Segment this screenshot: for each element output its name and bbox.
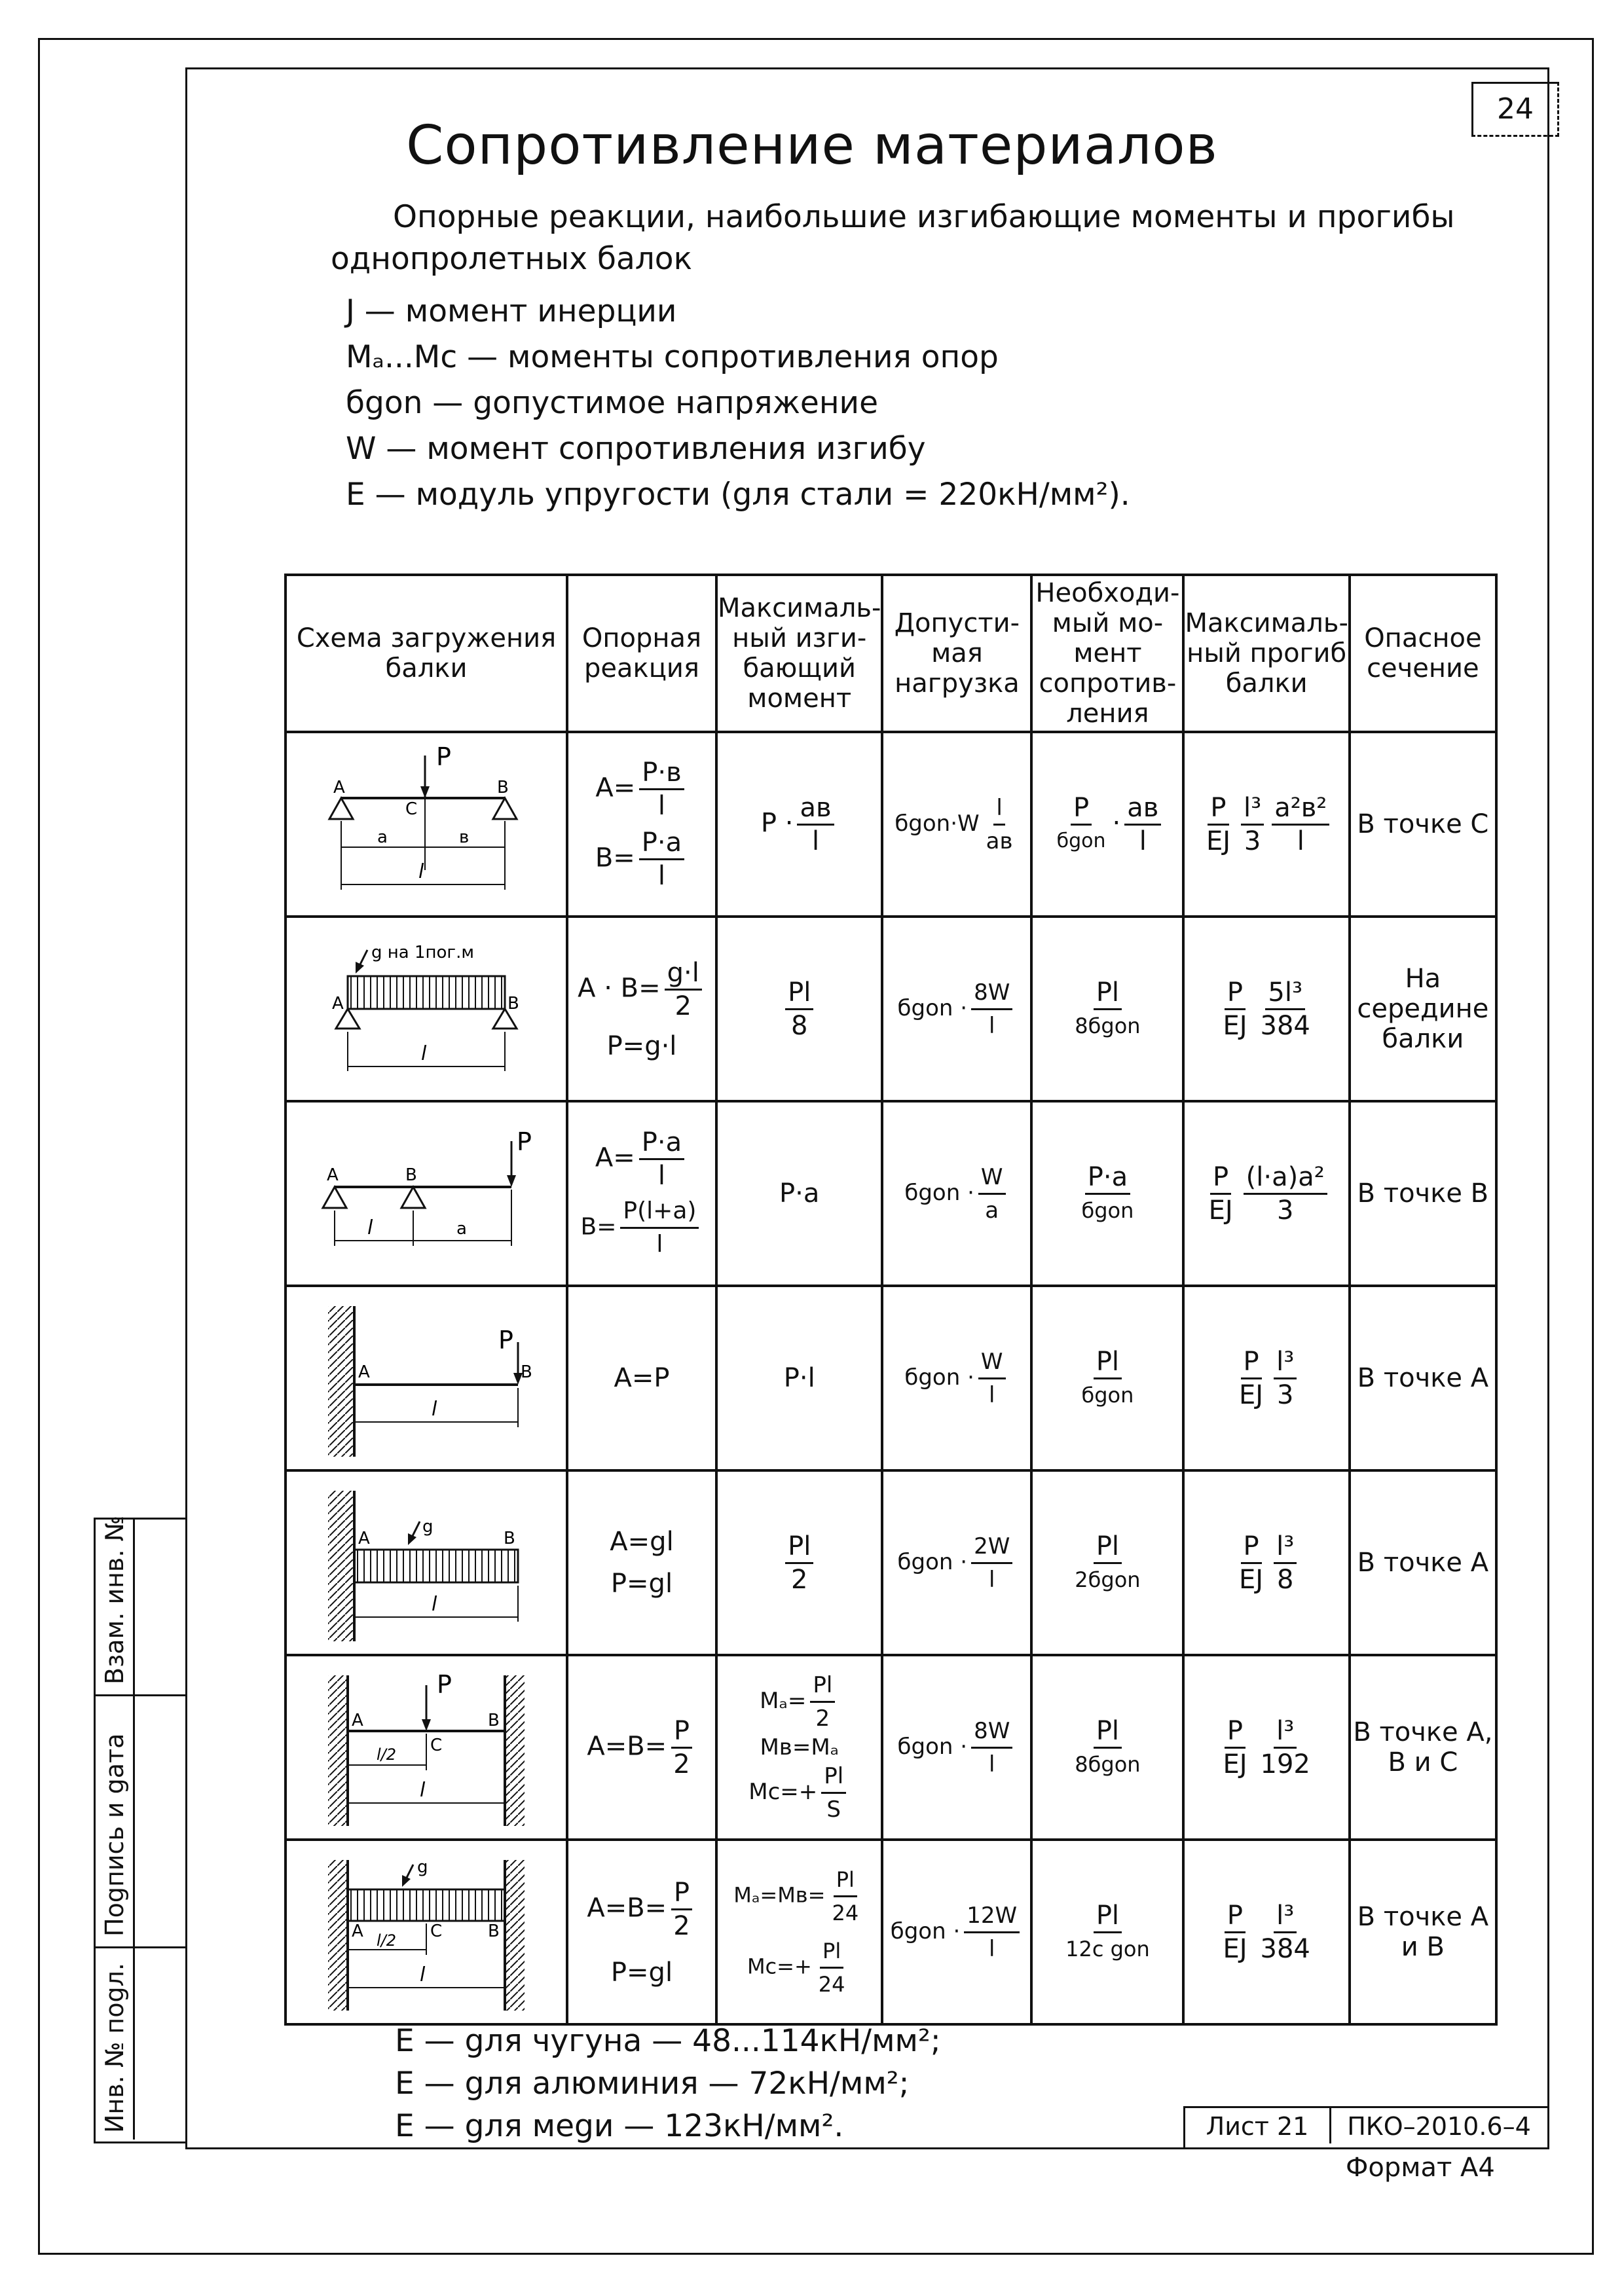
reaction-a-numerator: P·в [639, 757, 684, 790]
deflection-numerator-2: l³ [1274, 1900, 1297, 1933]
reaction-denominator: 2 [673, 1910, 690, 1941]
deflection-denominator-2: 3 [1276, 1379, 1294, 1410]
deflection-numerator-2: l³ [1274, 1531, 1297, 1564]
section-cell: В точке A [1350, 1470, 1496, 1655]
deflection-numerator-2: l³ [1274, 1715, 1297, 1749]
section-cell: На середине балки [1350, 917, 1496, 1101]
format-label: Формат А4 [1346, 2153, 1495, 2183]
required-dot: · [1112, 808, 1121, 838]
label-end-b: B [521, 1362, 532, 1382]
load-denominator: l [988, 1566, 995, 1593]
reaction-label: A · B= [578, 973, 661, 1003]
moment-c-denominator: S [826, 1796, 841, 1823]
header-deflection: Максималь-ный прогиб балки [1183, 575, 1349, 732]
deflection-cell [1183, 1101, 1349, 1286]
label-span: l [420, 1779, 426, 1802]
load-numerator: 8W [971, 1715, 1012, 1749]
side-stamp [94, 1515, 185, 2140]
deflection-numerator-2: 5l³ [1265, 977, 1305, 1010]
load-denominator: l [988, 1751, 995, 1777]
label-b: в [459, 828, 470, 847]
footnote-copper: E — gля меgи — 123кН/мм². [395, 2108, 844, 2144]
reaction-numerator: P [671, 1715, 692, 1749]
moment-cell: P·a [716, 1101, 882, 1286]
label-support-a: A [358, 1362, 370, 1382]
moment-numerator: Pl [785, 1531, 813, 1564]
stamp-original-inv: Инв. № поgл. [100, 1962, 129, 2133]
reaction-cell [567, 1101, 716, 1286]
reaction-a-denominator: l [657, 791, 665, 821]
reaction-denominator: 2 [673, 1749, 690, 1779]
moment-denominator: 2 [790, 1564, 808, 1595]
load-cell [882, 917, 1031, 1101]
beam-scheme-1 [286, 732, 567, 917]
deflection-cell [1183, 917, 1349, 1101]
reaction-a-denominator: l [657, 1161, 665, 1191]
reaction-a-label: A= [595, 1142, 635, 1173]
required-modulus-cell [1031, 1655, 1183, 1840]
load-numerator: W [978, 1346, 1006, 1379]
label-span: l [418, 860, 424, 883]
deflection-numerator-2: l³ [1274, 1346, 1297, 1379]
section-cell: В точке A, B и C [1350, 1655, 1496, 1840]
moment-c-numerator: Pl [820, 1935, 843, 1969]
legend-item: Mₐ...Mc — моменты сопротивления опор [346, 339, 999, 375]
label-overhang: a [456, 1219, 467, 1239]
load-denominator: l [988, 1935, 995, 1962]
table-row [286, 1655, 1496, 1840]
load-cell [882, 1101, 1031, 1286]
moment-ab-numerator: Pl [834, 1864, 857, 1897]
load-denominator: l [988, 1381, 995, 1408]
deflection-denominator-2: 3 [1244, 826, 1261, 856]
load-denominator: l [988, 1012, 995, 1039]
moment-cell [716, 1840, 882, 2024]
label-load: P [436, 742, 451, 771]
deflection-denominator-2: 192 [1260, 1749, 1310, 1779]
required-numerator-1: P [1071, 792, 1092, 826]
load-prefix: бgon · [897, 1548, 968, 1575]
deflection-denominator-2: 8 [1276, 1564, 1294, 1595]
required-modulus-cell [1031, 1840, 1183, 2024]
label-a: a [377, 828, 388, 847]
required-denominator: бgon [1081, 1197, 1134, 1223]
deflection-cell [1183, 732, 1349, 917]
label-load: P [437, 1670, 452, 1699]
required-denominator-1: бgon [1056, 829, 1106, 852]
label-support-b: B [488, 1922, 500, 1941]
load-denominator: a [985, 1197, 999, 1224]
reaction-b-numerator: P(l+a) [620, 1195, 699, 1229]
footnote-aluminium: E — gля алюминия — 72кН/мм²; [395, 2066, 910, 2102]
reaction-denominator: 2 [674, 991, 692, 1021]
legend-item: J — момент инерции [346, 293, 677, 329]
moment-cell [716, 732, 882, 917]
section-cell: В точке C [1350, 732, 1496, 917]
page-number: 24 [1471, 82, 1559, 137]
required-numerator: Pl [1094, 1715, 1122, 1749]
table-row [286, 732, 1496, 917]
deflection-denominator-1: EJ [1208, 1195, 1233, 1226]
title-block [1183, 2106, 1549, 2149]
reaction-cell [567, 917, 716, 1101]
beam-scheme-3 [286, 1101, 567, 1286]
beam-diagram [322, 1850, 531, 2014]
required-numerator: P·a [1085, 1161, 1130, 1195]
stamp-signature-date: Поgпись и gата [100, 1733, 129, 1937]
label-load: P [517, 1127, 532, 1156]
moment-c-denominator: 24 [818, 1972, 845, 1997]
load-cell [882, 1840, 1031, 2024]
required-denominator: 12c gon [1065, 1936, 1150, 1961]
table-row [286, 1286, 1496, 1470]
reaction-b-denominator: l [657, 861, 666, 891]
beam-diagram [328, 930, 525, 1087]
reaction-label: A=B= [587, 1893, 667, 1923]
required-denominator: 8бgon [1075, 1751, 1141, 1777]
deflection-numerator-1: P [1241, 1531, 1262, 1564]
beam-diagram [322, 1481, 531, 1645]
reaction-cell [567, 1840, 716, 2024]
required-denominator: бgon [1081, 1382, 1134, 1408]
reaction-a-label: A= [595, 773, 636, 803]
beam-scheme-7 [286, 1840, 567, 2024]
label-point-c: C [430, 1736, 443, 1755]
reaction-cell [567, 1470, 716, 1655]
header-section: Опасное сечение [1350, 575, 1496, 732]
deflection-denominator-1: EJ [1239, 1564, 1264, 1595]
deflection-numerator-2: (l·a)a² [1244, 1161, 1327, 1195]
moment-a-label: Mₐ= [760, 1688, 807, 1714]
reaction-numerator: g·l [665, 957, 702, 991]
reaction-cell [567, 732, 716, 917]
label-span: l [421, 1042, 427, 1065]
label-point-c: C [405, 799, 418, 819]
required-modulus-cell [1031, 1470, 1183, 1655]
deflection-numerator-1: P [1210, 1161, 1231, 1195]
stamp-replace-inv: Взам. инв. № [100, 1515, 129, 1685]
reaction-cell [567, 1655, 716, 1840]
moment-a-numerator: Pl [810, 1669, 835, 1703]
moment-a-denominator: 2 [815, 1705, 830, 1732]
beam-diagram [322, 1296, 531, 1460]
load-numerator: 12W [964, 1900, 1020, 1933]
load-denominator: aв [986, 828, 1013, 854]
reaction-label: A=B= [587, 1731, 667, 1761]
load-numerator: 2W [971, 1531, 1012, 1564]
moment-prefix: P · [760, 808, 794, 838]
table-row [286, 917, 1496, 1101]
load-cell [882, 732, 1031, 917]
required-numerator: Pl [1094, 1346, 1122, 1379]
deflection-numerator-2: l³ [1241, 792, 1264, 826]
legend-item: бgon — gопустимое напряжение [346, 385, 879, 421]
label-load: P [498, 1326, 513, 1355]
label-support-a: A [352, 1711, 363, 1730]
deflection-numerator-3: a²в² [1272, 792, 1329, 826]
moment-denominator: l [811, 826, 820, 856]
label-span: l [420, 1963, 426, 1986]
required-modulus-cell [1031, 1286, 1183, 1470]
load-numerator: 8W [971, 977, 1012, 1010]
label-end-b: B [504, 1529, 515, 1548]
load-prefix: бgon · [904, 1364, 974, 1391]
required-numerator-2: aв [1124, 792, 1161, 826]
deflection-cell [1183, 1470, 1349, 1655]
reaction-a-numerator: P·a [639, 1127, 684, 1160]
required-denominator: 8бgon [1075, 1013, 1141, 1038]
label-point-c: C [430, 1922, 443, 1941]
label-support-a: A [352, 1922, 363, 1941]
header-load: Допусти-мая нагрузка [882, 575, 1031, 732]
section-cell: В точке A [1350, 1286, 1496, 1470]
beam-diagram [322, 1666, 531, 1829]
beam-scheme-4 [286, 1286, 567, 1470]
header-reaction: Опорная реакция [567, 575, 716, 732]
moment-c-label: Mc=+ [747, 1954, 812, 1979]
legend-item: E — модуль упругости (gля стали = 220кН/мм²). [346, 477, 1130, 513]
deflection-denominator-1: EJ [1239, 1379, 1264, 1410]
table-row [286, 1840, 1496, 2024]
moment-numerator: aв [797, 792, 834, 826]
load-numerator: W [978, 1161, 1006, 1195]
section-cell: В точке B [1350, 1101, 1496, 1286]
beam-diagram [322, 1121, 531, 1266]
deflection-numerator-1: P [1225, 1715, 1246, 1749]
label-half-span: l/2 [377, 1931, 397, 1950]
load-total: P=gl [610, 1957, 673, 1988]
label-half-span: l/2 [377, 1745, 397, 1764]
beam-scheme-5 [286, 1470, 567, 1655]
deflection-denominator-2: 384 [1260, 1010, 1310, 1041]
deflection-denominator-1: EJ [1223, 1749, 1247, 1779]
deflection-denominator-1: EJ [1223, 1010, 1247, 1041]
beam-formula-table [284, 574, 1498, 2026]
footnote-cast-iron: E — gля чугуна — 48...114кН/мм²; [395, 2023, 941, 2059]
label-span: l [432, 1398, 437, 1421]
moment-c-numerator: Pl [821, 1760, 846, 1794]
load-cell [882, 1470, 1031, 1655]
deflection-denominator-2: 3 [1276, 1195, 1294, 1226]
load-prefix: бgon · [890, 1918, 961, 1944]
header-moment: Максималь-ный изги-бающий момент [716, 575, 882, 732]
intro-line-2: однопролетных балок [331, 241, 692, 277]
reaction-b-label: B= [580, 1213, 617, 1241]
intro-line-1: Опорные реакции, наибольшие изгибающие моменты и прогибы [393, 199, 1455, 235]
reaction-b-label: B= [595, 843, 635, 873]
label-support-a: A [358, 1529, 370, 1548]
label-distributed-load: g [417, 1857, 428, 1877]
label-support-a: A [332, 994, 344, 1013]
label-distributed-load: g на 1пог.м [371, 943, 474, 962]
reaction-a: A=gl [610, 1527, 674, 1557]
label-support-a: A [327, 1165, 339, 1185]
deflection-denominator-1: EJ [1206, 826, 1231, 856]
table-row [286, 1470, 1496, 1655]
load-cell [882, 1655, 1031, 1840]
label-support-b: B [507, 994, 519, 1013]
moment-ab-denominator: 24 [832, 1901, 859, 1925]
reaction-b-numerator: P·a [639, 827, 684, 860]
table-header-row [286, 575, 1496, 732]
deflection-denominator-1: EJ [1223, 1933, 1247, 1964]
label-span: l [367, 1216, 373, 1239]
label-support-b: B [488, 1711, 500, 1730]
load-prefix: бgon · [897, 1733, 968, 1760]
label-distributed-load: g [422, 1517, 434, 1537]
beam-scheme-6 [286, 1655, 567, 1840]
reaction-cell: A=P [567, 1286, 716, 1470]
load-prefix: бgon·W [895, 810, 980, 837]
required-numerator: Pl [1094, 977, 1122, 1010]
table-row [286, 1101, 1496, 1286]
moment-numerator: Pl [785, 977, 813, 1010]
reaction-b-denominator: l [656, 1231, 663, 1258]
deflection-denominator-2: 384 [1260, 1933, 1310, 1964]
deflection-cell [1183, 1655, 1349, 1840]
document-code: ПКО–2010.6–4 [1347, 2112, 1531, 2141]
load-total: P=g·l [606, 1030, 677, 1061]
load-prefix: бgon · [897, 994, 968, 1021]
load-cell [882, 1286, 1031, 1470]
moment-cell [716, 917, 882, 1101]
moment-cell [716, 1470, 882, 1655]
moment-cell: P·l [716, 1286, 882, 1470]
header-scheme: Схема загружения балки [286, 575, 567, 732]
moment-ab-label: Mₐ=Mв= [733, 1882, 826, 1908]
required-numerator: Pl [1094, 1900, 1122, 1933]
deflection-cell [1183, 1286, 1349, 1470]
moment-c-label: Mc=+ [748, 1779, 818, 1805]
deflection-cell [1183, 1840, 1349, 2024]
deflection-numerator-1: P [1208, 792, 1228, 826]
section-cell: В точке A и B [1350, 1840, 1496, 2024]
required-modulus-cell [1031, 1101, 1183, 1286]
beam-scheme-2 [286, 917, 567, 1101]
required-denominator: 2бgon [1075, 1567, 1141, 1592]
deflection-numerator-1: P [1225, 977, 1246, 1010]
moment-cell [716, 1655, 882, 1840]
sheet-number: Лист 21 [1185, 2108, 1331, 2143]
legend-item: W — момент сопротивления изгибу [346, 431, 926, 467]
load-total: P=gl [610, 1569, 673, 1599]
beam-diagram [328, 739, 525, 909]
page-title: Сопротивление материалов [406, 115, 1218, 177]
header-required-modulus: Необходи-мый мо-мент сопротив-ления [1031, 575, 1183, 732]
deflection-numerator-1: P [1225, 1900, 1246, 1933]
label-support-a: A [333, 778, 345, 797]
deflection-denominator-3: l [1297, 826, 1304, 856]
load-numerator: l [993, 792, 1005, 826]
label-support-b: B [405, 1165, 417, 1185]
moment-b: Mв=Mₐ [760, 1734, 839, 1760]
load-prefix: бgon · [904, 1179, 974, 1206]
label-span: l [432, 1593, 437, 1616]
required-modulus-cell [1031, 732, 1183, 917]
required-modulus-cell [1031, 917, 1183, 1101]
required-denominator-2: l [1139, 826, 1147, 856]
deflection-numerator-1: P [1241, 1346, 1262, 1379]
required-numerator: Pl [1094, 1531, 1122, 1564]
moment-denominator: 8 [790, 1010, 808, 1041]
reaction-numerator: P [671, 1877, 692, 1910]
label-support-b: B [497, 778, 509, 797]
